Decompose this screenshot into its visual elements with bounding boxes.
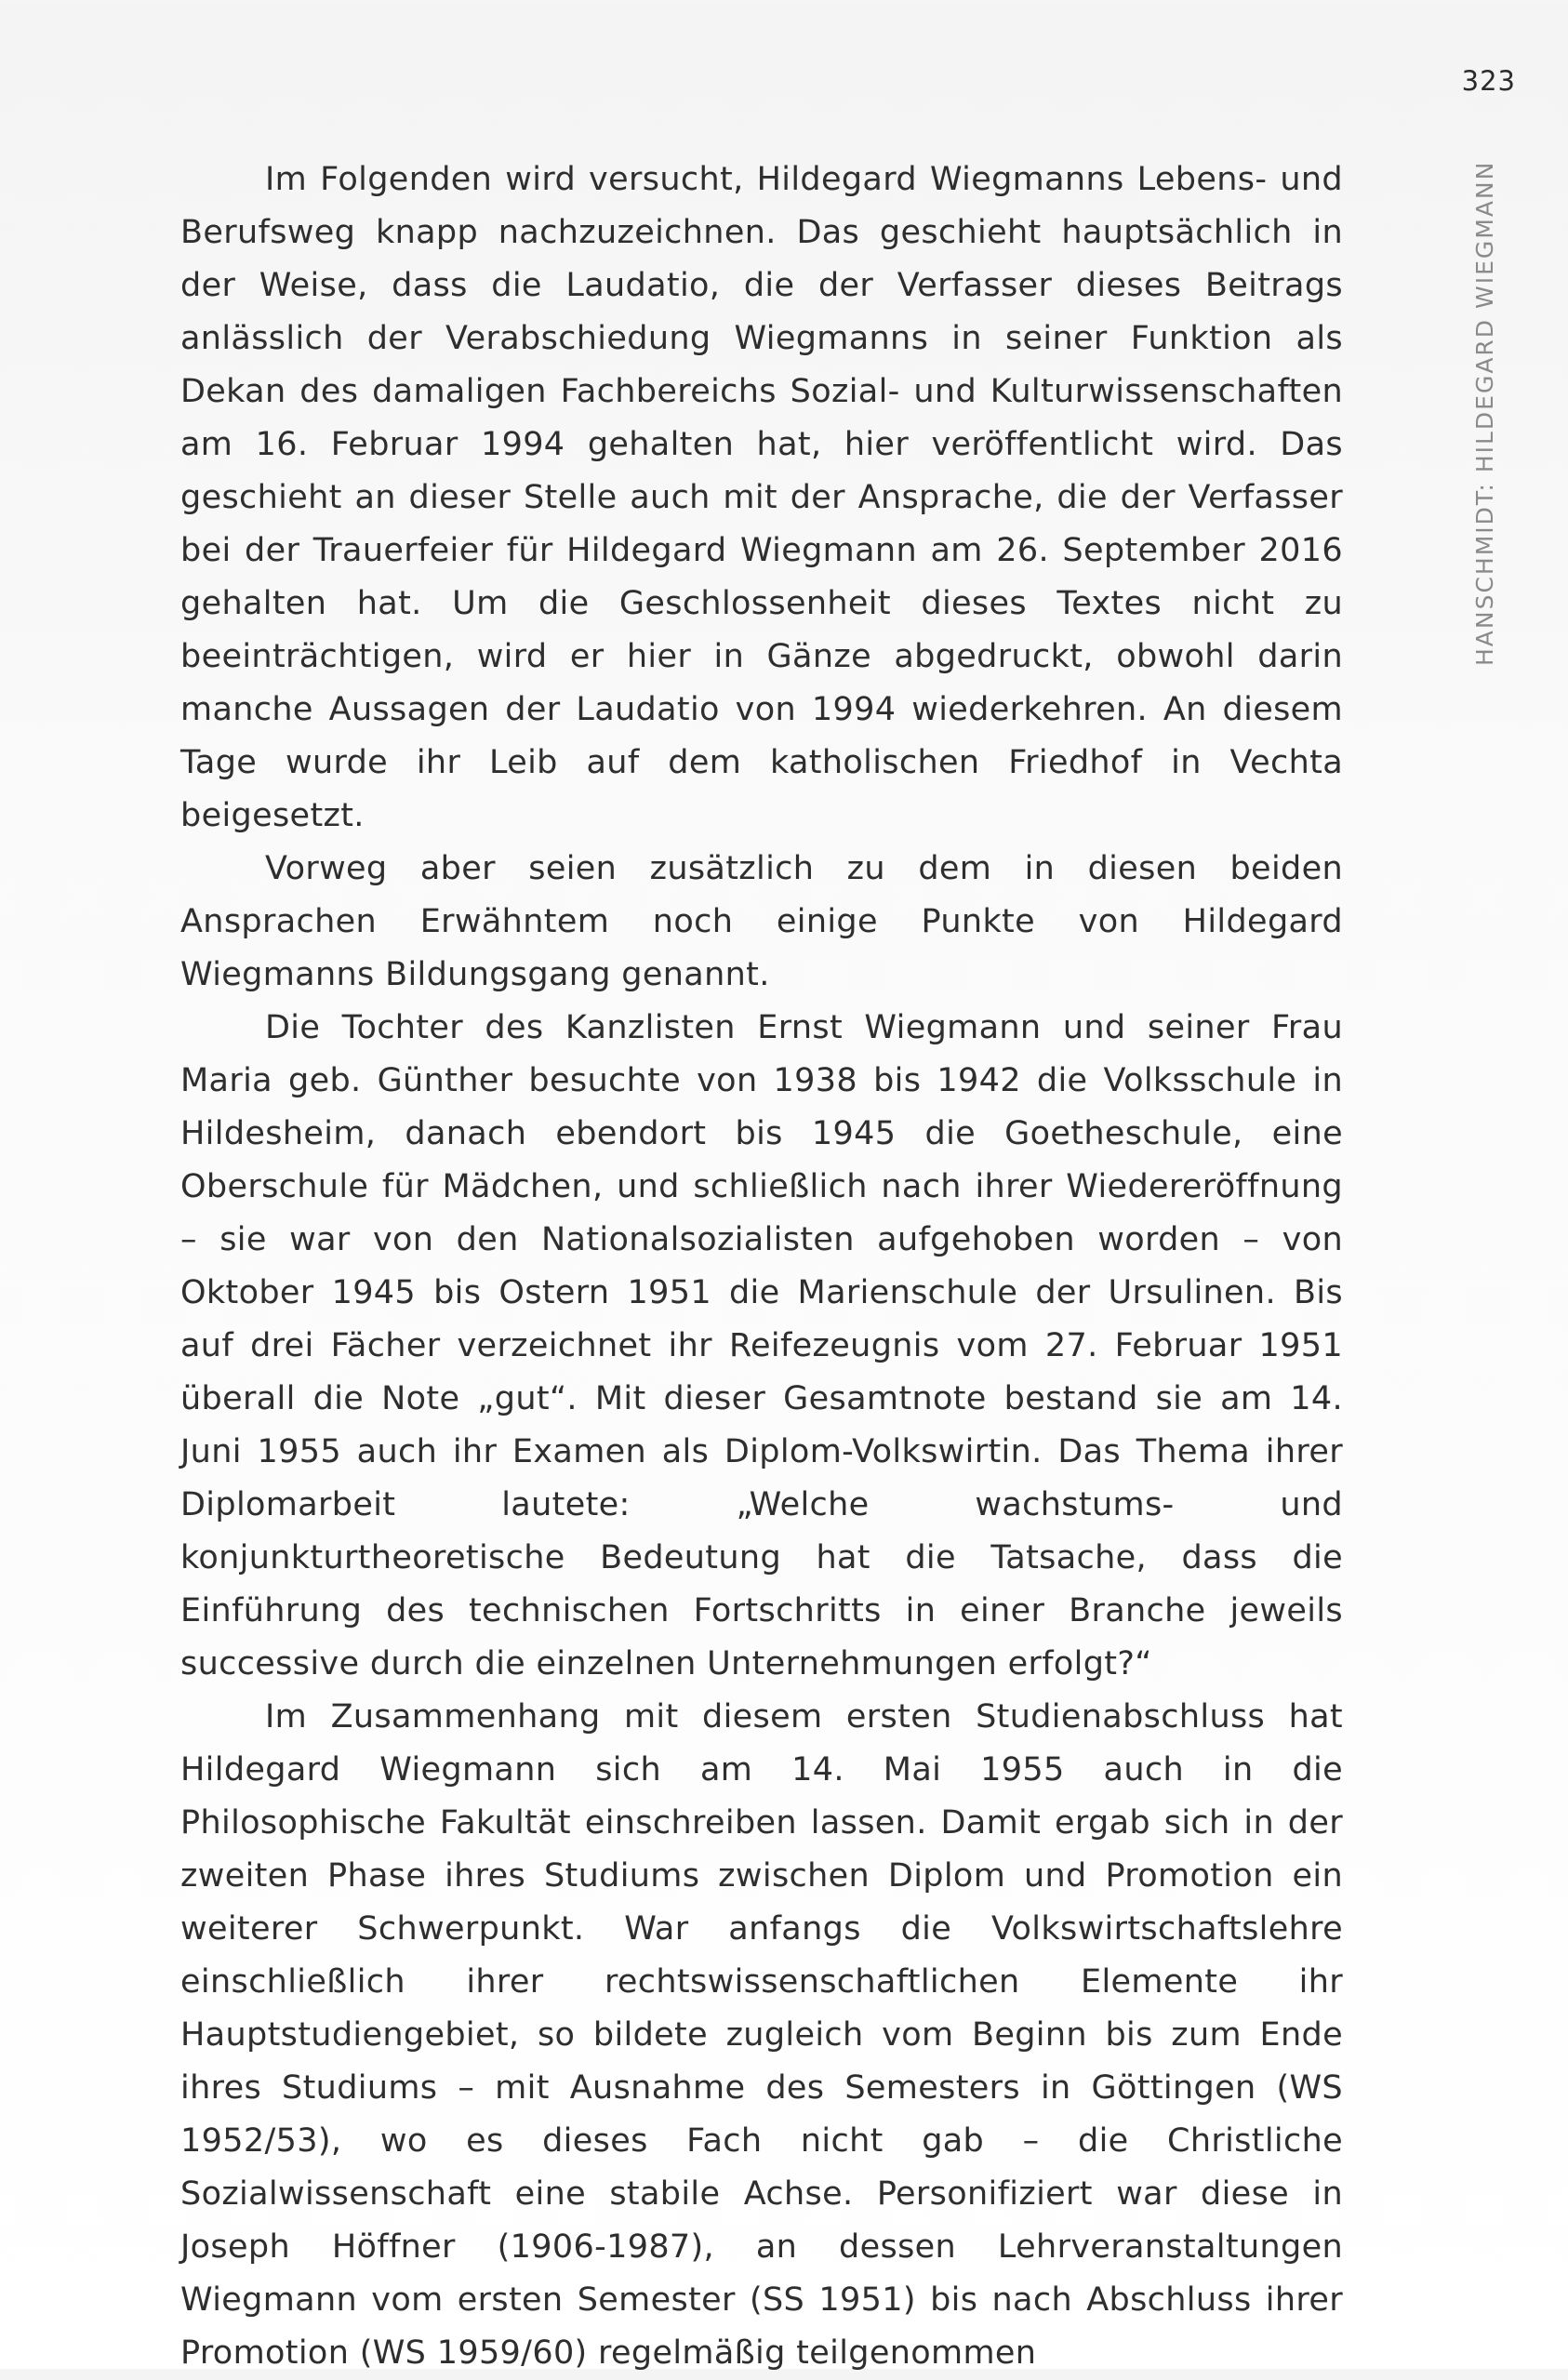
paragraph-4: Im Zusammenhang mit diesem ersten Studienabschluss hat Hildegard Wiegmann sich am 14. Mai 1955 auch in die Philosophische Fakultät einschreiben lassen. Damit ergab sich in der zweiten Phase ihres Studiums zwischen Diplom und Promotion ein weiterer Schwerpunkt. War anfangs die Volkswirtschaftslehre einschließlich ihrer rechtswissenschaftlichen Elemente ihr Hauptstudiengebiet, so bildete zugleich vom Beginn bis zum Ende ihres Studiums – mit Ausnahme des Semesters in Göttingen (WS 1952/53), wo es dieses Fach nicht gab – die Christliche Sozialwissenschaft eine stabile Achse. Personifiziert war diese in Joseph Höffner (1906-1987), an dessen Lehrveranstaltungen Wiegmann vom ersten Semester (SS 1951) bis nach Abschluss ihrer Promotion (WS 1959/60) regelmäßig teilgenommen [180,1698,1343,2372]
body-text [180,153,1343,2380]
paragraph-3: Die Tochter des Kanzlisten Ernst Wiegmann und seiner Frau Maria geb. Günther besuchte von 1938 bis 1942 die Volksschule in Hildesheim, danach ebendort bis 1945 die Goetheschule, eine Oberschule für Mädchen, und schließlich nach ihrer Wiedereröffnung – sie war von den Nationalsozialisten aufgehoben worden – von Oktober 1945 bis Ostern 1951 die Marienschule der Ursulinen. Bis auf drei Fächer verzeichnet ihr Reifezeugnis vom 27. Februar 1951 überall die Note „gut“. Mit dieser Gesamtnote bestand sie am 14. Juni 1955 auch ihr Examen als Diplom-Volkswirtin. Das Thema ihrer Diplomarbeit lautete: „Welche wachstums- und konjunkturtheoretische Bedeutung hat die Tatsache, dass die Einführung des technischen Fortschritts in einer Branche jeweils successive durch die einzelnen Unternehmungen erfolgt?“ [180,1009,1343,1682]
paragraph-2: Vorweg aber seien zusätzlich zu dem in diesen beiden Ansprachen Erwähntem noch einige Punkte von Hildegard Wiegmanns Bildungsgang genannt. [180,850,1343,993]
page-number: 323 [1461,65,1516,97]
running-head: HANSCHMIDT: HILDEGARD WIEGMANN [1471,160,1498,666]
paragraph-1: Im Folgenden wird versucht, Hildegard Wiegmanns Lebens- und Berufsweg knapp nachzuzeichnen. Das geschieht hauptsächlich in der Weise, dass die Laudatio, die der Verfasser dieses Beitrags anlässlich der Verabschiedung Wiegmanns in seiner Funktion als Dekan des damaligen Fachbereichs Sozial- und Kulturwissenschaften am 16. Februar 1994 gehalten hat, hier veröffentlicht wird. Das geschieht an dieser Stelle auch mit der Ansprache, die der Verfasser bei der Trauerfeier für Hildegard Wiegmann am 26. September 2016 gehalten hat. Um die Geschlossenheit dieses Textes nicht zu beeinträchtigen, wird er hier in Gänze abgedruckt, obwohl darin manche Aussagen der Laudatio von 1994 wiederkehren. An diesem Tage wurde ihr Leib auf dem katholischen Friedhof in Vechta beigesetzt. [180,161,1343,834]
